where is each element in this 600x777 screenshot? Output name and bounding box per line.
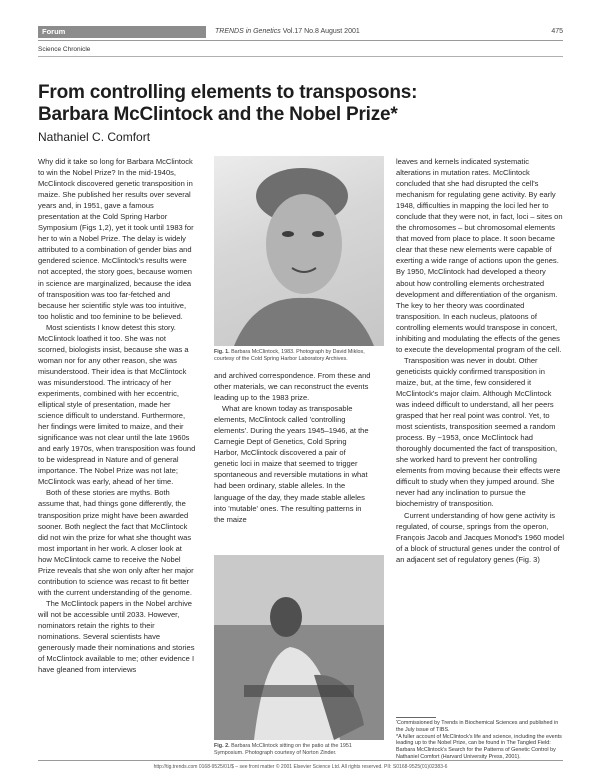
journal-issue: Vol.17 No.8 August 2001 — [280, 28, 360, 35]
figure-2-label: Fig. 2. — [214, 743, 230, 749]
header-rule — [38, 40, 563, 41]
section-tab — [38, 26, 206, 38]
paragraph: The McClintock papers in the Nobel archive will not be accessible until 2033. However, nominators retain the rights to their nominations. Several scientists have generously made their nominations and stories of McClintock available to me; other evidence I have gleaned from interviews — [38, 598, 195, 675]
figure-1-caption-text: Barbara McClintock, 1983. Photograph by David Miklos, courtesy of the Cold Spring Harbor Laboratory Archives. — [214, 349, 365, 363]
paragraph: Current understanding of how gene activity is regulated, of course, springs from the operon, François Jacob and Jacques Monod's 1960 model of a block of structural genes under the control of an adjacent set of regulatory genes (Fig. 3) — [396, 510, 564, 564]
page-number: 475 — [551, 28, 563, 35]
figure-2-caption-text: Barbara McClintock sitting on the patio at the 1951 Symposium. Photograph courtesy of Norton Zinder. — [214, 743, 352, 757]
page-header — [38, 26, 563, 38]
footnote-1: 'Commissioned by Trends in Biochemical Sciences and published in the July issue of TIBS. — [396, 720, 559, 733]
text-column-3 — [396, 156, 564, 565]
page-footer: http://tig.trends.com 0168-9525/01/$ – see front matter © 2001 Elsevier Science Ltd. All rights reserved. PII: S0168-9525(01)02383-6 — [153, 764, 448, 770]
paragraph: Transposition was never in doubt. Other geneticists quickly confirmed transposition in maize, but, at the time, few considered it McClintock's major claim. Although McClintock was indeed difficult to understand, all her peers grasped that her real point was control. Yet, to most scientists, transposition seemed a random process. By ~1953, once McClintock had thoroughly documented the fact of transposition, she worked hard to prevent her controlling elements from moving because their effects were difficult to study when they jumped around. She never had any inclination to pursue the biochemistry of transposition. — [396, 355, 561, 509]
text-column-2 — [214, 370, 372, 525]
paragraph: What are known today as transposable elements, McClintock called 'controlling elements'. During the years 1945–1946, at the Carnegie Dept of Genetics, Cold Spring Harbor, McClintock discovered a pair of genetic loci in maize that seemed to trigger spontaneous and reversible mutations in what had been ordinary, stable alleles. In the language of the day, they made stable alleles into 'mutable' ones. The resulting patterns in the maize — [214, 404, 369, 524]
article-author: Nathaniel C. Comfort — [38, 130, 151, 144]
portrait-image — [214, 156, 384, 346]
figure-1-label: Fig. 1. — [214, 349, 230, 355]
article-title — [38, 82, 563, 126]
journal-name: TRENDS in Genetics — [215, 28, 281, 35]
footer-rule — [38, 760, 563, 761]
figure-1-caption — [214, 349, 379, 364]
figure-2-photo — [214, 555, 384, 740]
text-column-1 — [38, 156, 196, 675]
footnote-rule — [396, 717, 436, 718]
figure-1-photo — [214, 156, 384, 346]
paragraph: and archived correspondence. From these and other materials, we can reconstruct the events leading up to the 1983 prize. — [214, 371, 371, 403]
paragraph: leaves and kernels indicated systematic alterations in mutation rates. McClintock concluded that she had disrupted the cell's mechanism for regulating gene activity. By early 1948, difficulties in mapping the loci led her to conclude that they were not, in fact, loci – sites on the chromosomes – but chromosomal elements that moved from place to place. It soon became clear that these new elements were capable of exerting a wide range of actions upon the genes. By 1950, McClintock had developed a theory about how controlling elements orchestrated development and differentiation of the organism. The key to her theory was coordinated transposition. In each nucleus, platoons of controlling elements would transpose in concert, inhibiting and modulating the effects of the genes to execute the developmental program of the cell. — [396, 157, 563, 354]
figure-2-caption — [214, 743, 379, 758]
footnote-2: *A fuller account of McClintock's life and science, including the events leading up to the Nobel Prize, can be found in The Tangled Field: Barbara McClintock's Search for the Patterns of Genetic Control by Nathaniel Comfort (Harvard University Press, 2001). — [396, 733, 562, 760]
patio-image — [214, 555, 384, 740]
footnotes — [396, 720, 564, 761]
title-line-2: Barbara McClintock and the Nobel Prize* — [38, 104, 398, 125]
paragraph: Most scientists I know detest this story. McClintock loathed it too. She was not scorned, biologists insist, because she was a woman nor for any other reason, she was misunderstood. Their idea is that McClintock was misunderstood. The intricacy of her experiments, combined with her eccentric, elliptical style of presentation, made her science difficult to understand. Furthermore, her findings were limited to maize, and their significance was not clear until the late 1960s and early 1970s, when transposition was found to be widespread in Nature and of general importance. The Nobel Prize was not late; McClintock was early, ahead of her time. — [38, 322, 196, 487]
section-tab-label: Forum — [42, 27, 66, 36]
section-rule — [38, 56, 563, 57]
journal-citation — [215, 26, 360, 38]
paragraph: Both of these stories are myths. Both assume that, had things gone differently, the transposition prize might have been awarded sooner. Both neglect the fact that McClintock did not win the prize for what she thought was most important in her work. A closer look at how McClintock came to receive the Nobel Prize reveals that she won only after her major contribution to science was recast to fit better with the current understanding of the genome. — [38, 488, 194, 597]
title-line-1: From controlling elements to transposons: — [38, 82, 418, 103]
paragraph: Why did it take so long for Barbara McClintock to win the Nobel Prize? In the mid-1940s, McClintock discovered genetic transposition in maize. She published her results over several years and, in 1951, gave a famous presentation at the Cold Spring Harbor Symposium (Figs 1,2), yet it took until 1983 for her to win a Nobel Prize. The delay is widely attributed to a combination of gender bias and gendered science. McClintock's results were not accepted, the story goes, because women in science are marginalized, because the idea of transposition was too far-fetched and because her scientific style was too intuitive, too holistic and too feminine to be believed. — [38, 157, 194, 321]
section-label: Science Chronicle — [38, 46, 91, 53]
